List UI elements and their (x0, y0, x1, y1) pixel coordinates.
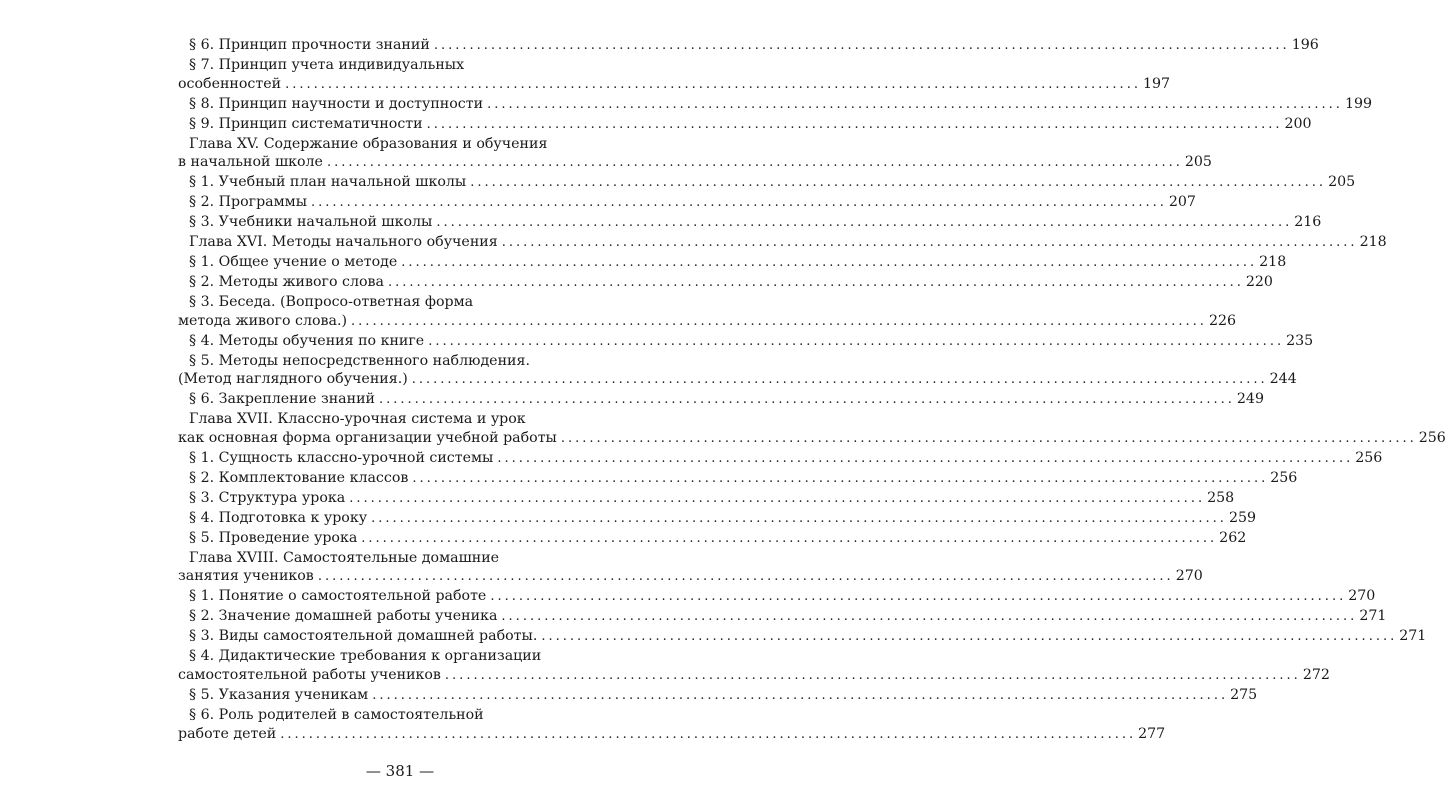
toc-entry-line (178, 390, 1264, 410)
toc-entry-line (178, 666, 1330, 686)
toc-page-number: 277 (1138, 725, 1166, 742)
toc-page-number: 197 (1142, 75, 1171, 92)
toc-entry (178, 193, 1196, 213)
toc-entry (178, 36, 1319, 56)
toc-entry-line (178, 312, 1237, 332)
toc-page-number: 271 (1359, 608, 1387, 625)
toc-entry (178, 213, 1322, 233)
toc-entry (178, 332, 1314, 352)
toc-page-number: 258 (1207, 489, 1235, 506)
toc-entry (178, 529, 1247, 549)
toc-entry-title: § 3. Учебники начальной школы (189, 214, 433, 231)
toc-entry-line (178, 587, 1376, 607)
toc-entry-title: § 7. Принцип учета индивидуальных (189, 56, 465, 73)
toc-entry (178, 549, 1203, 588)
toc-entry (178, 273, 1273, 293)
toc-entry-title: § 3. Беседа. (Вопросо-ответная форма (189, 293, 474, 310)
dot-leader: ........................................................................................................................ (560, 431, 1417, 447)
toc-entry (178, 95, 1373, 115)
toc-entry-line (178, 529, 1247, 549)
toc-entry-title: § 2. Значение домашней работы ученика (189, 608, 498, 625)
toc-entry-line (178, 273, 1273, 293)
toc-entry (178, 607, 1387, 627)
toc-entry-title: Глава XV. Содержание образования и обучения (189, 135, 548, 152)
toc-entry-title: § 5. Указания ученикам (189, 686, 369, 703)
toc-entry-line (178, 56, 622, 75)
toc-entry-line (178, 686, 1258, 706)
toc-entry-line (178, 706, 622, 725)
toc-entry-title: § 6. Закрепление знаний (189, 391, 375, 408)
toc-entry-line (178, 173, 1356, 193)
toc-page-number: 256 (1418, 430, 1446, 447)
toc-entry-line (178, 410, 622, 429)
toc-page-number: 249 (1236, 391, 1264, 408)
toc-page-number: 200 (1284, 115, 1312, 132)
toc-entry-title: § 1. Общее учение о методе (189, 253, 398, 270)
toc-page-number: 235 (1286, 332, 1314, 349)
toc-entry (178, 293, 1237, 332)
dot-leader: ........................................................................................................................ (280, 726, 1137, 742)
toc-entry (178, 627, 1427, 647)
toc-page-number: 226 (1208, 312, 1237, 329)
toc-entry (178, 489, 1235, 509)
toc-entry-title: Глава XVI. Методы начального обучения (189, 234, 498, 251)
toc-entry (178, 233, 1387, 253)
toc-entry-line (178, 509, 1257, 529)
dot-leader: ........................................................................................................................ (349, 490, 1206, 506)
toc-page-number: 205 (1184, 154, 1212, 171)
toc-entry-title: как основная форма организации учебной работы (178, 430, 557, 447)
toc-entry-line (178, 233, 1387, 253)
toc-entry-title: § 2. Программы (189, 194, 307, 211)
dot-leader: ........................................................................................................................ (428, 333, 1285, 349)
toc-entry (178, 686, 1258, 706)
toc-entry (178, 135, 1212, 174)
toc-entry-line (178, 213, 1322, 233)
toc-entry (178, 587, 1376, 607)
toc-entry-title: Глава XVIII. Самостоятельные домашние (189, 549, 500, 566)
toc-entry (178, 173, 1356, 193)
toc-entry-title: § 8. Принцип научности и доступности (189, 95, 484, 112)
toc-entry-title: занятия учеников (178, 568, 314, 585)
dot-leader: ........................................................................................................................ (387, 274, 1244, 290)
dot-leader: ........................................................................................................................ (285, 76, 1141, 92)
toc-entry-line (178, 489, 1235, 509)
toc-entry-line (178, 153, 1212, 173)
toc-entry (178, 509, 1257, 529)
toc-entry-title: (Метод наглядного обучения.) (178, 371, 408, 388)
toc-page-number: 256 (1270, 469, 1298, 486)
toc-entry-line (178, 352, 622, 371)
dot-leader: ........................................................................................................................ (541, 629, 1398, 645)
toc-page-number: 244 (1269, 371, 1297, 388)
toc-entry-line (178, 725, 1166, 745)
dot-leader: ........................................................................................................................ (371, 510, 1227, 526)
dot-leader: ........................................................................................................................ (317, 569, 1174, 585)
toc-entry-line (178, 332, 1314, 352)
dot-leader: ........................................................................................................................ (444, 668, 1301, 683)
toc-entry-title: § 4. Дидактические требования к организации (189, 648, 542, 665)
toc-entry-title: § 5. Проведение урока (189, 529, 358, 546)
dot-leader: ........................................................................................................................ (497, 451, 1354, 467)
toc-entry-title: особенностей (178, 75, 282, 92)
toc-page-number: 270 (1175, 568, 1203, 585)
toc-page-number: 262 (1219, 529, 1247, 546)
toc-entry-title: работе детей (178, 725, 277, 742)
dot-leader: ........................................................................................................................ (310, 195, 1167, 211)
toc-entry-line (178, 75, 1171, 95)
toc-page-number: 218 (1259, 253, 1287, 270)
toc-entry-line (178, 293, 622, 312)
toc-entry-title: § 2. Комплектование классов (189, 469, 409, 486)
dot-leader: ........................................................................................................................ (436, 215, 1293, 231)
table-of-contents (178, 36, 1446, 745)
toc-entry-line (178, 115, 1312, 135)
toc-page-number: 216 (1294, 214, 1322, 231)
toc-entry-line (178, 95, 1373, 115)
toc-entry-title: в начальной школе (178, 154, 323, 171)
toc-entry-title: § 1. Учебный план начальной школы (189, 174, 467, 191)
toc-entry-title: § 3. Виды самостоятельной домашней работы. (189, 628, 538, 645)
toc-page-number: 207 (1168, 194, 1196, 211)
toc-page-number: 256 (1355, 450, 1383, 467)
dot-leader: ........................................................................................................................ (433, 38, 1290, 53)
toc-entry-line (178, 607, 1387, 627)
page-number: — 381 — (365, 762, 435, 780)
toc-page-number: 259 (1228, 509, 1257, 526)
dot-leader: ........................................................................................................................ (426, 116, 1283, 132)
toc-entry-title: § 3. Структура урока (189, 489, 346, 506)
dot-leader: ........................................................................................................................ (401, 254, 1258, 270)
toc-entry (178, 253, 1287, 273)
toc-page-number: 205 (1328, 174, 1356, 191)
toc-entry (178, 449, 1383, 469)
toc-entry-line (178, 567, 1203, 587)
toc-page-number: 271 (1399, 628, 1427, 645)
toc-entry-line (178, 36, 1319, 56)
toc-entry-line (178, 647, 622, 666)
toc-page-number: 275 (1230, 686, 1258, 703)
toc-entry-title: § 1. Сущность классно-урочной системы (189, 450, 494, 467)
toc-page-number: 220 (1245, 273, 1273, 290)
toc-entry-line (178, 429, 1446, 449)
toc-entry-title: § 4. Методы обучения по книге (189, 332, 425, 349)
toc-entry (178, 56, 1171, 95)
toc-entry-title: § 9. Принцип систематичности (189, 115, 423, 132)
dot-leader: ........................................................................................................................ (326, 155, 1183, 171)
toc-page-number: 196 (1291, 37, 1319, 53)
toc-entry-title: § 1. Понятие о самостоятельной работе (189, 588, 487, 605)
dot-leader: ........................................................................................................................ (501, 235, 1358, 251)
toc-entry-line (178, 449, 1383, 469)
dot-leader: ........................................................................................................................ (379, 392, 1235, 408)
toc-entry-line (178, 627, 1427, 647)
toc-entry-title: Глава XVII. Классно-урочная система и урок (189, 411, 526, 428)
toc-entry-title: § 2. Методы живого слова (189, 273, 384, 290)
toc-entry-line (178, 135, 622, 154)
toc-entry (178, 115, 1312, 135)
dot-leader: ........................................................................................................................ (361, 530, 1218, 546)
toc-entry (178, 706, 1166, 745)
toc-page-number: 218 (1359, 234, 1387, 251)
toc-entry (178, 390, 1264, 410)
toc-entry-title: метода живого слова.) (178, 312, 348, 329)
toc-entry-title: § 6. Принцип прочности знаний (189, 37, 430, 53)
toc-page-number: 272 (1302, 667, 1330, 683)
dot-leader: ........................................................................................................................ (351, 313, 1207, 329)
toc-entry (178, 469, 1298, 489)
toc-entry-line (178, 370, 1297, 390)
toc-entry-line (178, 469, 1298, 489)
dot-leader: ........................................................................................................................ (501, 609, 1358, 625)
toc-page-number: 270 (1348, 588, 1376, 605)
toc-entry (178, 647, 1330, 686)
toc-page-number: 199 (1344, 95, 1373, 112)
toc-entry-title: § 5. Методы непосредственного наблюдения. (189, 352, 530, 369)
dot-leader: ........................................................................................................................ (490, 589, 1347, 605)
dot-leader: ........................................................................................................................ (411, 372, 1268, 388)
toc-entry-title: § 6. Роль родителей в самостоятельной (189, 706, 484, 723)
toc-entry-title: самостоятельной работы учеников (178, 667, 441, 683)
toc-entry (178, 410, 1446, 449)
toc-entry-line (178, 253, 1287, 273)
dot-leader: ........................................................................................................................ (412, 470, 1269, 486)
toc-entry-line (178, 549, 622, 568)
dot-leader: ........................................................................................................................ (470, 175, 1327, 191)
dot-leader: ........................................................................................................................ (487, 96, 1343, 112)
toc-entry-title: § 4. Подготовка к уроку (189, 509, 368, 526)
dot-leader: ........................................................................................................................ (372, 687, 1229, 703)
toc-entry (178, 352, 1297, 391)
toc-entry-line (178, 193, 1196, 213)
